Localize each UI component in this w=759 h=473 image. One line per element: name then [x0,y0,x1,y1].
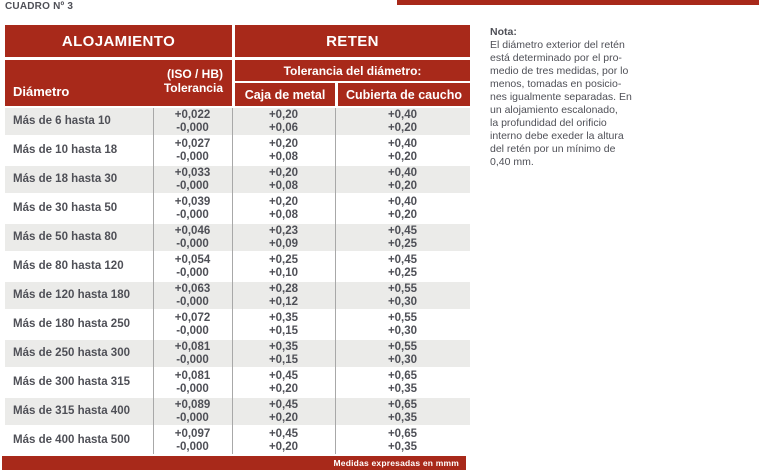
cell-metal-case-value: +0,28 [268,282,299,295]
note-line: nes igualmente separadas. En [490,91,632,103]
cell-rubber-cover-value: +0,20 [387,208,418,221]
cell-metal-case-value: +0,35 [268,340,299,353]
cell-rubber-cover-value: +0,35 [387,382,418,395]
cell-iso-tolerance-value: -0,000 [176,266,209,279]
cell-iso-tolerance-value: -0,000 [176,179,209,192]
cell-metal-case-value: +0,35 [268,311,299,324]
cell-rubber-cover-value: +0,25 [387,266,418,279]
note-line: 0,40 mm. [490,156,534,168]
sub-header-row [5,60,470,106]
cell-metal-case-value: +0,25 [268,253,299,266]
cell-diameter: Más de 10 hasta 18 [13,144,118,156]
cell-iso-tolerance-value: -0,000 [176,208,209,221]
table-row [5,369,470,396]
table-row [5,253,470,280]
cell-metal-case-value: +0,45 [268,427,299,440]
cell-metal-case [232,166,335,193]
cell-metal-case-value: +0,20 [268,382,299,395]
cell-rubber-cover [335,311,470,338]
cell-metal-case-value: +0,12 [268,295,299,308]
cell-rubber-cover-value: +0,65 [387,398,418,411]
note-line: está determinado por el pro- [490,52,622,64]
cell-iso-tolerance-value: +0,063 [174,282,211,295]
cell-metal-case [232,311,335,338]
cell-metal-case [232,108,335,135]
cell-rubber-cover-value: +0,35 [387,411,418,424]
cell-iso-tolerance-value: -0,000 [176,353,209,366]
cell-iso-tolerance [153,340,232,367]
cell-rubber-cover-value: +0,40 [387,195,418,208]
cell-iso-tolerance-value: +0,072 [174,311,211,324]
cell-rubber-cover [335,340,470,367]
note-heading: Nota: [490,26,517,38]
cell-metal-case-value: +0,10 [268,266,299,279]
table-row [5,282,470,309]
note-line: El diámetro exterior del retén [490,39,625,51]
cell-metal-case-value: +0,23 [268,224,299,237]
cell-iso-tolerance [153,224,232,251]
cell-rubber-cover [335,166,470,193]
cell-metal-case [232,195,335,222]
cell-metal-case [232,282,335,309]
units-footer-bar [2,456,466,470]
cell-diameter: Más de 80 hasta 120 [13,260,124,272]
cell-rubber-cover-value: +0,20 [387,179,418,192]
cell-iso-tolerance-value: +0,046 [174,224,211,237]
column-group-header-row [5,25,470,57]
header-diameter: Diámetro [13,84,70,99]
cell-metal-case-value: +0,06 [268,121,299,134]
cell-rubber-cover [335,282,470,309]
cell-metal-case [232,224,335,251]
cell-diameter: Más de 300 hasta 315 [13,376,130,388]
header-metal-case: Caja de metal [235,83,335,106]
cell-rubber-cover [335,137,470,164]
cell-metal-case [232,340,335,367]
cell-metal-case-value: +0,45 [268,369,299,382]
cell-metal-case-value: +0,45 [268,398,299,411]
table-row [5,340,470,367]
cell-iso-tolerance [153,195,232,222]
cell-rubber-cover [335,369,470,396]
tolerance-table [5,25,470,454]
cell-rubber-cover-value: +0,25 [387,237,418,250]
cell-metal-case-value: +0,20 [268,195,299,208]
cell-rubber-cover-value: +0,30 [387,353,418,366]
header-rubber-cover: Cubierta de caucho [338,83,470,106]
cell-iso-tolerance-value: -0,000 [176,237,209,250]
cell-diameter: Más de 6 hasta 10 [13,115,111,127]
cell-rubber-cover-value: +0,40 [387,166,418,179]
table-row [5,108,470,135]
cell-metal-case-value: +0,20 [268,108,299,121]
cell-iso-tolerance-value: +0,097 [174,427,211,440]
cell-iso-tolerance-value: +0,054 [174,253,211,266]
column-divider [153,108,154,454]
cell-rubber-cover-value: +0,40 [387,108,418,121]
cell-iso-tolerance-value: -0,000 [176,382,209,395]
cell-rubber-cover-value: +0,35 [387,440,418,453]
table-row [5,195,470,222]
cell-rubber-cover-value: +0,55 [387,311,418,324]
cell-rubber-cover-value: +0,45 [387,224,418,237]
cell-iso-tolerance-value: +0,027 [174,137,211,150]
cell-metal-case [232,427,335,454]
cell-rubber-cover-value: +0,40 [387,137,418,150]
cell-iso-tolerance-value: +0,081 [174,340,211,353]
cell-iso-tolerance [153,311,232,338]
note-line: medio de tres medidas, por lo [490,65,629,77]
cell-rubber-cover [335,108,470,135]
cell-rubber-cover-value: +0,65 [387,427,418,440]
header-tolerance-line: Tolerancia [163,80,223,95]
note-line: menos, tomadas en posicio- [490,78,622,90]
cell-rubber-cover-value: +0,30 [387,295,418,308]
cell-rubber-cover [335,224,470,251]
table-row [5,427,470,454]
cell-iso-tolerance [153,108,232,135]
cell-rubber-cover-value: +0,45 [387,253,418,266]
cell-metal-case-value: +0,15 [268,353,299,366]
cell-iso-tolerance-value: +0,039 [174,195,211,208]
cell-metal-case-value: +0,20 [268,166,299,179]
cell-metal-case-value: +0,20 [268,440,299,453]
cell-metal-case-value: +0,20 [268,411,299,424]
cell-rubber-cover-value: +0,30 [387,324,418,337]
cell-diameter: Más de 18 hasta 30 [13,173,118,185]
column-group-reten: RETEN [235,25,470,57]
table-row [5,166,470,193]
cell-iso-tolerance-value: -0,000 [176,121,209,134]
cell-diameter: Más de 250 hasta 300 [13,347,130,359]
column-divider [232,108,233,454]
cell-iso-tolerance-value: +0,022 [174,108,211,121]
table-row [5,137,470,164]
cell-diameter: Más de 400 hasta 500 [13,434,130,446]
cell-metal-case-value: +0,08 [268,150,299,163]
column-group-alojamiento: ALOJAMIENTO [5,25,232,57]
cell-metal-case-value: +0,08 [268,208,299,221]
cell-iso-tolerance-value: -0,000 [176,295,209,308]
cell-iso-tolerance-value: -0,000 [176,440,209,453]
cell-iso-tolerance [153,398,232,425]
cell-metal-case-value: +0,08 [268,179,299,192]
cell-diameter: Más de 315 hasta 400 [13,405,130,417]
cell-iso-tolerance [153,427,232,454]
cell-iso-tolerance [153,166,232,193]
cell-iso-tolerance [153,253,232,280]
cell-rubber-cover-value: +0,55 [387,340,418,353]
cell-metal-case [232,369,335,396]
cell-metal-case [232,253,335,280]
page-title: CUADRO Nº 3 [5,1,74,12]
cell-diameter: Más de 120 hasta 180 [13,289,130,301]
cell-metal-case-value: +0,15 [268,324,299,337]
table-row [5,224,470,251]
cell-iso-tolerance [153,282,232,309]
cell-diameter: Más de 30 hasta 50 [13,202,118,214]
note-body [490,39,690,169]
header-diameter-tolerance-cell [5,60,232,106]
cell-metal-case-value: +0,09 [268,237,299,250]
cell-metal-case [232,137,335,164]
top-red-bar [397,0,759,5]
cell-rubber-cover [335,398,470,425]
note [490,26,690,169]
cell-iso-tolerance [153,369,232,396]
cell-iso-tolerance-value: -0,000 [176,150,209,163]
table-body [5,108,470,454]
column-divider [335,108,336,454]
cell-metal-case-value: +0,20 [268,137,299,150]
table-row [5,311,470,338]
cell-rubber-cover-value: +0,65 [387,369,418,382]
header-iso-tolerance [164,68,223,95]
cell-rubber-cover-value: +0,55 [387,282,418,295]
header-reten-subcolumns [235,83,470,106]
cell-iso-tolerance-value: +0,089 [174,398,211,411]
note-line: un alojamiento escalonado, [490,104,618,116]
cell-iso-tolerance-value: -0,000 [176,411,209,424]
note-line: del retén por un mínimo de [490,143,616,155]
units-label: Medidas expresadas en mmm [333,458,459,468]
note-line: interno debe exeder la altura [490,130,624,142]
header-reten-tolerance-title: Tolerancia del diámetro: [235,60,470,81]
table-row [5,398,470,425]
header-iso-line: (ISO / HB) [167,67,223,81]
cell-rubber-cover-value: +0,20 [387,121,418,134]
cell-metal-case [232,398,335,425]
cell-iso-tolerance [153,137,232,164]
cell-diameter: Más de 180 hasta 250 [13,318,130,330]
cell-rubber-cover [335,427,470,454]
cell-iso-tolerance-value: +0,081 [174,369,211,382]
cell-rubber-cover [335,253,470,280]
cell-diameter: Más de 50 hasta 80 [13,231,118,243]
note-line: la profundidad del orificio [490,117,607,129]
cell-rubber-cover-value: +0,20 [387,150,418,163]
header-reten-cell [235,60,470,106]
cell-rubber-cover [335,195,470,222]
cell-iso-tolerance-value: +0,033 [174,166,211,179]
cell-iso-tolerance-value: -0,000 [176,324,209,337]
